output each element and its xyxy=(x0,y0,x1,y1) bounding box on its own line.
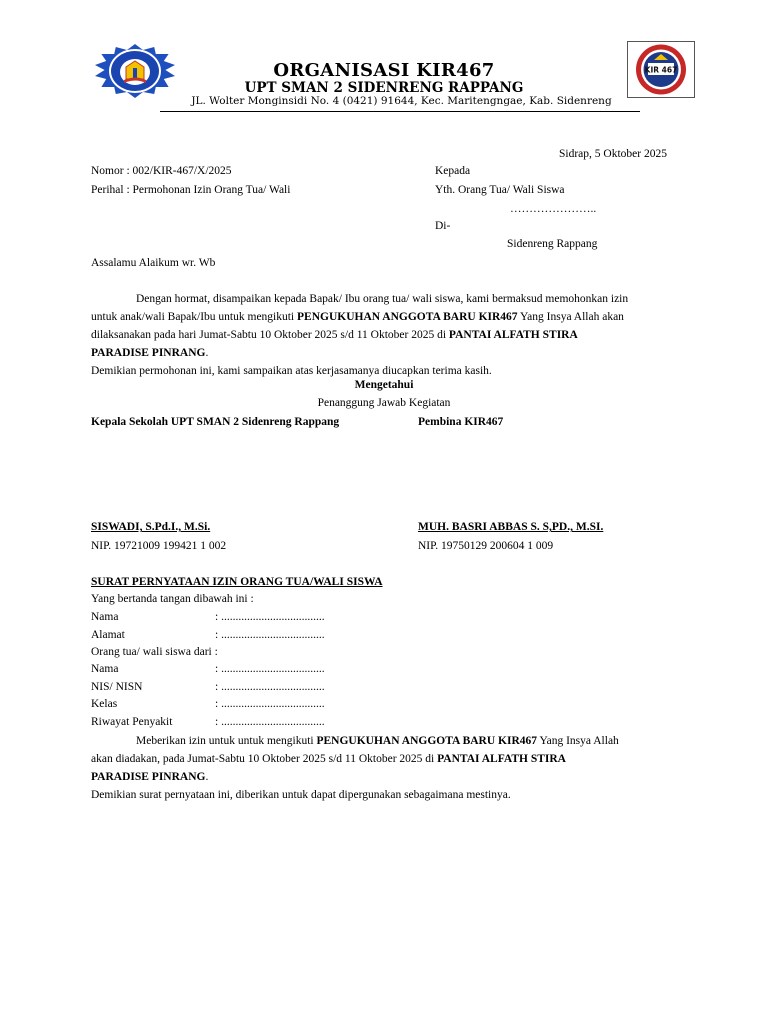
org-subtitle: UPT SMAN 2 SIDENRENG RAPPANG xyxy=(244,80,524,96)
field-value: : .................................... xyxy=(215,611,325,623)
field-label: NIS/ NISN xyxy=(91,681,143,693)
event-place-2: PARADISE PINRANG xyxy=(91,347,206,359)
statement-line-2a: akan diadakan, pada Jumat-Sabtu 10 Oktober 2025 s/d 11 Oktober 2025 di xyxy=(91,753,438,765)
letter-date: Sidrap, 5 Oktober 2025 xyxy=(559,148,667,160)
field-label: Nama xyxy=(91,611,119,623)
field-value: : .................................... xyxy=(215,716,325,728)
closing: Demikian permohonan ini, kami sampaikan atas kerjasamanya diucapkan terima kasih. xyxy=(91,365,492,377)
recipient-di: Di- xyxy=(435,220,451,232)
child-intro: Orang tua/ wali siswa dari : xyxy=(91,646,218,658)
field-label: Nama xyxy=(91,663,119,675)
org-address: JL. Wolter Monginsidi No. 4 (0421) 91644, Kec. Maritengngae, Kab. Sidenreng xyxy=(191,95,612,107)
statement-line-1a: Meberikan izin untuk untuk mengikuti xyxy=(136,735,317,747)
letter-number: Nomor : 002/KIR-467/X/2025 xyxy=(91,165,232,177)
mengetahui: Mengetahui xyxy=(354,379,414,391)
field-value: : .................................... xyxy=(215,663,325,675)
greeting: Assalamu Alaikum wr. Wb xyxy=(91,257,216,269)
statement-intro: Yang bertanda tangan dibawah ini : xyxy=(91,593,254,605)
statement-closing: Demikian surat pernyataan ini, diberikan untuk dapat dipergunakan sebagaimana mestinya. xyxy=(91,789,511,801)
statement-place-2: PARADISE PINRANG xyxy=(91,771,206,783)
statement-title: SURAT PERNYATAAN IZIN ORANG TUA/WALI SISWA xyxy=(91,576,383,588)
body-line-1: Dengan hormat, disampaikan kepada Bapak/ Ibu orang tua/ wali siswa, kami bermaksud memohonkan izin xyxy=(136,293,629,305)
body-line-2c: Yang Insya Allah akan xyxy=(517,311,624,323)
body-line-2a: untuk anak/wali Bapak/Ibu untuk mengikuti xyxy=(91,311,298,323)
signer-right-role: Pembina KIR467 xyxy=(418,416,504,428)
field-value: : .................................... xyxy=(215,698,325,710)
recipient-kepada: Kepada xyxy=(435,165,471,177)
statement-place-1: PANTAI ALFATH STIRA xyxy=(437,753,566,765)
event-place-1: PANTAI ALFATH STIRA xyxy=(448,329,578,341)
penanggung-jawab: Penanggung Jawab Kegiatan xyxy=(317,397,451,409)
letter-subject: Perihal : Permohonan Izin Orang Tua/ Wali xyxy=(91,184,291,196)
event-name: PENGUKUHAN ANGGOTA BARU KIR467 xyxy=(297,311,518,323)
body-line-4b: . xyxy=(205,347,209,359)
signer-right-name: MUH. BASRI ABBAS S. S,PD., M.SI. xyxy=(418,521,604,533)
field-label: Alamat xyxy=(91,629,125,641)
statement-line-3b: . xyxy=(205,771,209,783)
recipient-yth: Yth. Orang Tua/ Wali Siswa xyxy=(435,184,565,196)
body-line-3a: dilaksanakan pada hari Jumat-Sabtu 10 Oktober 2025 s/d 11 Oktober 2025 di xyxy=(91,329,449,341)
org-title: ORGANISASI KIR467 xyxy=(273,60,495,81)
statement-event-name: PENGUKUHAN ANGGOTA BARU KIR467 xyxy=(316,735,538,747)
header-rule xyxy=(160,111,640,112)
recipient-dots: ………………….. xyxy=(510,203,597,215)
signer-right-nip: NIP. 19750129 200604 1 009 xyxy=(418,540,554,552)
svg-text:KIR 467: KIR 467 xyxy=(644,65,678,75)
recipient-place: Sidenreng Rappang xyxy=(507,238,598,250)
signer-left-nip: NIP. 19721009 199421 1 002 xyxy=(91,540,227,552)
kir-logo xyxy=(627,41,695,98)
field-value: : .................................... xyxy=(215,681,325,693)
statement-body xyxy=(91,732,691,804)
signer-left-name: SISWADI, S.Pd.I., M.Si. xyxy=(91,521,211,533)
signer-left-role: Kepala Sekolah UPT SMAN 2 Sidenreng Rappang xyxy=(91,416,340,428)
field-label: Riwayat Penyakit xyxy=(91,716,173,728)
field-label: Kelas xyxy=(91,698,118,710)
field-value: : .................................... xyxy=(215,629,325,641)
statement-line-1c: Yang Insya Allah xyxy=(537,735,619,747)
letter-body xyxy=(91,290,691,380)
